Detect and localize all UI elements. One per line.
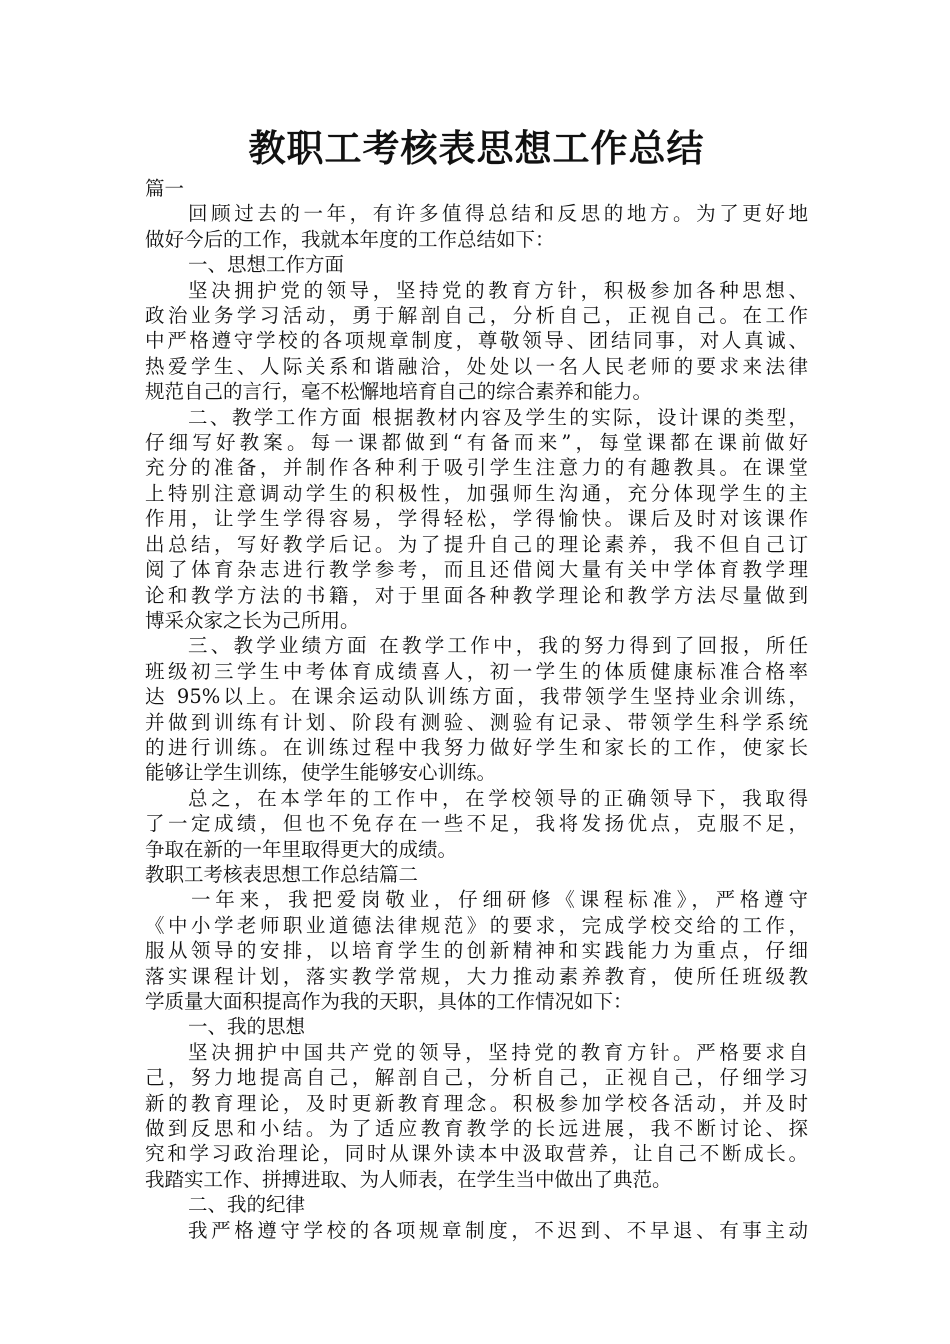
document-body [145, 176, 808, 1243]
text-line: 《中小学老师职业道德法律规范》的要求，完成学校交给的工作， [145, 913, 808, 937]
text-line: 政治业务学习活动，勇于解剖自己，分析自己，正视自己。在工作 [145, 304, 808, 328]
document-title: 教职工考核表思想工作总结 [248, 127, 705, 170]
text-line: 我严格遵守学校的各项规章制度，不迟到、不早退、有事主动 [188, 1218, 808, 1242]
text-line: 究和学习政治理论，同时从课外读本中汲取营养，让自己不断成长。 [145, 1142, 808, 1166]
text-line: 坚决拥护中国共产党的领导，坚持党的教育方针。严格要求自 [188, 1040, 808, 1064]
text-line: 仔细写好教案。每一课都做到“有备而来”，每堂课都在课前做好 [145, 431, 808, 455]
text-line: 我踏实工作、拼搏进取、为人师表，在学生当中做出了典范。 [145, 1167, 672, 1191]
text-line: 争取在新的一年里取得更大的成绩。 [145, 837, 458, 861]
text-line: 做到反思和小结。为了适应教育教学的长远进展，我不断讨论、探 [145, 1117, 808, 1141]
text-line: 二、我的纪律 [188, 1193, 306, 1217]
text-line: 班级初三学生中考体育成绩喜人，初一学生的体质健康标准合格率 [145, 659, 808, 683]
text-line: 三、教学业绩方面 在教学工作中，我的努力得到了回报，所任 [188, 634, 808, 658]
text-line: 服从领导的安排，以培育学生的创新精神和实践能力为重点，仔细 [145, 939, 808, 963]
text-line: 篇一 [145, 177, 185, 200]
text-line: 规范自己的言行，毫不松懈地培育自己的综合素养和能力。 [145, 380, 653, 404]
text-line: 作用，让学生学得容易，学得轻松，学得愉快。课后及时对该课作 [145, 507, 808, 531]
text-line: 并做到训练有计划、阶段有测验、测验有记录、带领学生科学系统 [145, 710, 808, 734]
text-line: 上特别注意调动学生的积极性，加强师生沟通，充分体现学生的主 [145, 481, 808, 505]
text-line: 博采众家之长为己所用。 [145, 608, 360, 632]
text-line: 学质量大面积提高作为我的天职，具体的工作情况如下： [145, 990, 633, 1013]
text-line: 落实课程计划，落实教学常规，大力推动素养教育，使所任班级教 [145, 964, 808, 988]
text-line: 中严格遵守学校的各项规章制度，尊敬领导、团结同事，对人真诚、 [145, 329, 808, 353]
text-line: 充分的准备，并制作各种利于吸引学生注意力的有趣教具。在课堂 [145, 456, 808, 480]
text-line: 能够让学生训练，使学生能够安心训练。 [145, 761, 497, 785]
text-line: 了一定成绩，但也不免存在一些不足，我将发扬优点，克服不足， [145, 812, 808, 836]
text-line: 的进行训练。在训练过程中我努力做好学生和家长的工作，使家长 [145, 735, 808, 759]
text-line: 出总结，写好教学后记。为了提升自己的理论素养，我不但自己订 [145, 532, 808, 556]
text-line: 阅了体育杂志进行教学参考，而且还借阅大量有关中学体育教学理 [145, 558, 808, 582]
text-line: 教职工考核表思想工作总结篇二 [145, 862, 419, 886]
text-line: 二、教学工作方面 根据教材内容及学生的实际，设计课的类型， [188, 405, 808, 429]
text-line: 新的教育理论，及时更新教育理念。积极参加学校各活动，并及时 [145, 1091, 808, 1115]
text-line: 达 95%以上。在课余运动队训练方面，我带领学生坚持业余训练， [145, 685, 808, 709]
text-line: 一、我的思想 [188, 1015, 306, 1039]
text-line: 一年来，我把爱岗敬业，仔细研修《课程标准》，严格遵守 [191, 888, 808, 912]
text-line: 论和教学方法的书籍，对于里面各种教学理论和教学方法尽量做到 [145, 583, 808, 607]
text-line: 总之，在本学年的工作中，在学校领导的正确领导下，我取得 [188, 786, 808, 810]
text-line: 己，努力地提高自己，解剖自己，分析自己，正视自己，仔细学习 [145, 1066, 808, 1090]
document-page [145, 122, 808, 1243]
text-line: 做好今后的工作，我就本年度的工作总结如下： [145, 227, 555, 251]
text-line: 一、思想工作方面 [188, 253, 345, 277]
text-line: 坚决拥护党的领导，坚持党的教育方针，积极参加各种思想、 [188, 278, 808, 302]
text-line: 热爱学生、人际关系和谐融洽，处处以一名人民老师的要求来法律 [145, 354, 808, 378]
text-line: 回顾过去的一年，有许多值得总结和反思的地方。为了更好地 [188, 202, 808, 226]
